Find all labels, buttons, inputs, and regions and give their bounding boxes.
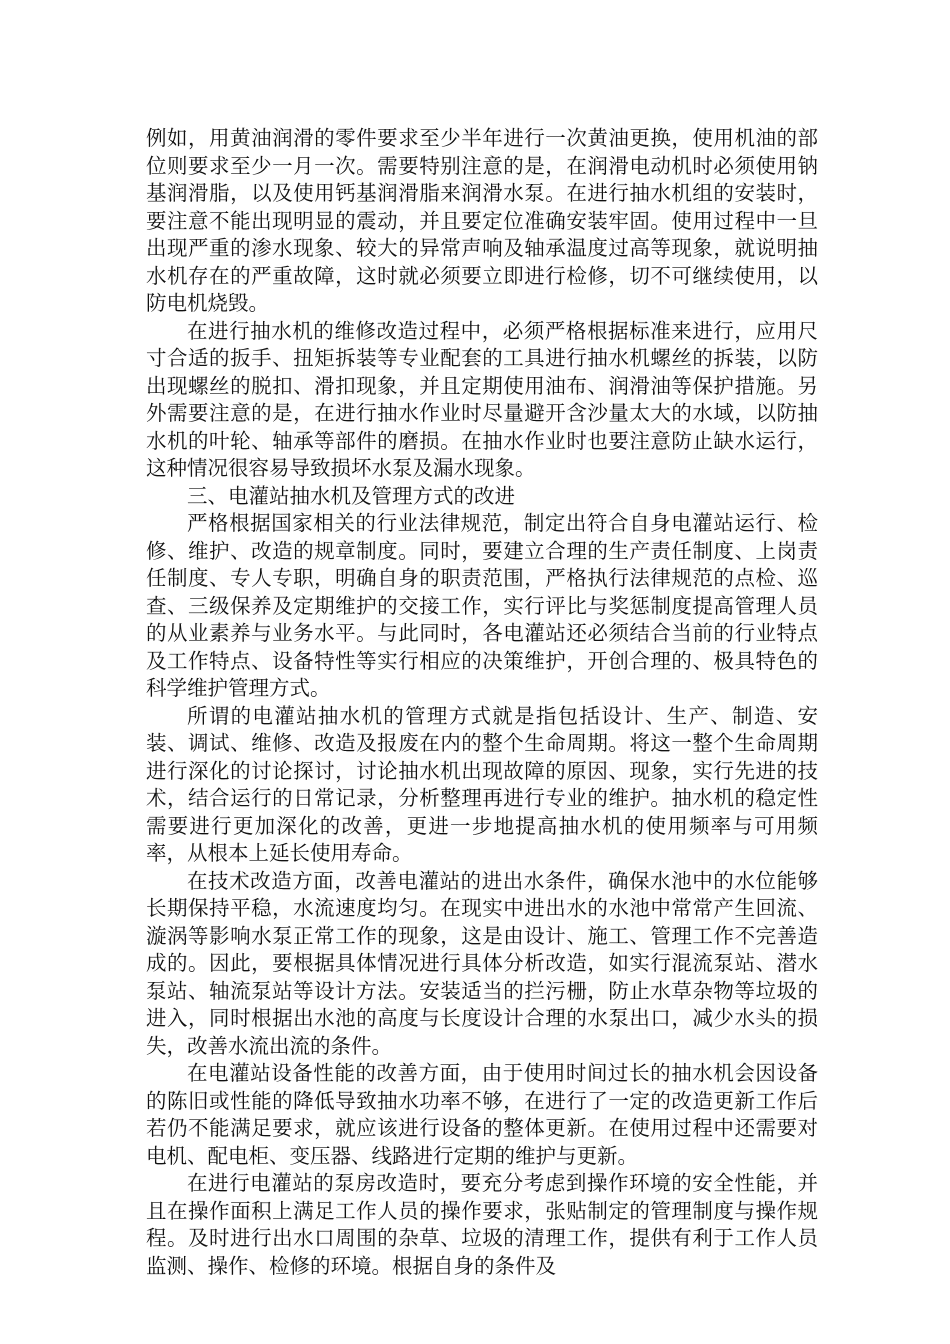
paragraph-equipment-performance: 在电灌站设备性能的改善方面，由于使用时间过长的抽水机会因设备的陈旧或性能的降低导致抽水功率不够，在进行了一定的改造更新工作后若仍不能满足要求，就应该进行设备的整体更新。在使用过程中还需要对电机、配电柜、变压器、线路进行定期的维护与更新。 <box>146 1061 818 1168</box>
section-heading: 三、电灌站抽水机及管理方式的改进 <box>187 483 515 508</box>
paragraph-regulations: 严格根据国家相关的行业法律规范，制定出符合自身电灌站运行、检修、维护、改造的规章制度。同时，要建立合理的生产责任制度、上岗责任制度、专人专职，明确自身的职责范围，严格执行法律规范的点检、巡查、三级保养及定期维护的交接工作，实行评比与奖惩制度提高管理人员的从业素养与业务水平。与此同时，各电灌站还必须结合当前的行业特点及工作特点、设备特性等实行相应的决策维护，开创合理的、极具特色的科学维护管理方式。 <box>146 511 818 700</box>
document-body <box>146 125 818 1280</box>
paragraph-technical-renovation: 在技术改造方面，改善电灌站的进出水条件，确保水池中的水位能够长期保持平稳，水流速度均匀。在现实中进出水的水池中常常产生回流、漩涡等影响水泵正常工作的现象，这是由设计、施工、管理工作不完善造成的。因此，要根据具体情况进行具体分析改造，如实行混流泵站、潜水泵站、轴流泵站等设计方法。安装适当的拦污栅，防止水草杂物等垃圾的进入，同时根据出水池的高度与长度设计合理的水泵出口，减少水头的损失，改善水流出流的条件。 <box>146 868 818 1058</box>
paragraph-continuation: 例如，用黄油润滑的零件要求至少半年进行一次黄油更换，使用机油的部位则要求至少一月一次。需要特别注意的是，在润滑电动机时必须使用钠基润滑脂，以及使用钙基润滑脂来润滑水泵。在进行抽水机组的安装时，要注意不能出现明显的震动，并且要定位准确安装牢固。使用过程中一旦出现严重的渗水现象、较大的异常声响及轴承温度过高等现象，就说明抽水机存在的严重故障，这时就必须要立即进行检修，切不可继续使用，以防电机烧毁。 <box>146 126 818 315</box>
paragraph-pump-house: 在进行电灌站的泵房改造时，要充分考虑到操作环境的安全性能，并且在操作面积上满足工作人员的操作要求，张贴制定的管理制度与操作规程。及时进行出水口周围的杂草、垃圾的清理工作，提供有利于工作人员监测、操作、检修的环境。根据自身的条件及 <box>146 1171 818 1278</box>
paragraph-maintenance: 在进行抽水机的维修改造过程中，必须严格根据标准来进行，应用尺寸合适的扳手、扭矩拆装等专业配套的工具进行抽水机螺丝的拆装，以防出现螺丝的脱扣、滑扣现象，并且定期使用油布、润滑油等保护措施。另外需要注意的是，在进行抽水作业时尽量避开含沙量太大的水域，以防抽水机的叶轮、轴承等部件的磨损。在抽水作业时也要注意防止缺水运行，这种情况很容易导致损坏水泵及漏水现象。 <box>146 318 818 480</box>
paragraph-management-lifecycle: 所谓的电灌站抽水机的管理方式就是指包括设计、生产、制造、安装、调试、维修、改造及报废在内的整个生命周期。将这一整个生命周期进行深化的讨论探讨，讨论抽水机出现故障的原因、现象，实行先进的技术，结合运行的日常记录，分析整理再进行专业的维护。抽水机的稳定性需要进行更加深化的改善，更进一步地提高抽水机的使用频率与可用频率，从根本上延长使用寿命。 <box>146 703 818 865</box>
